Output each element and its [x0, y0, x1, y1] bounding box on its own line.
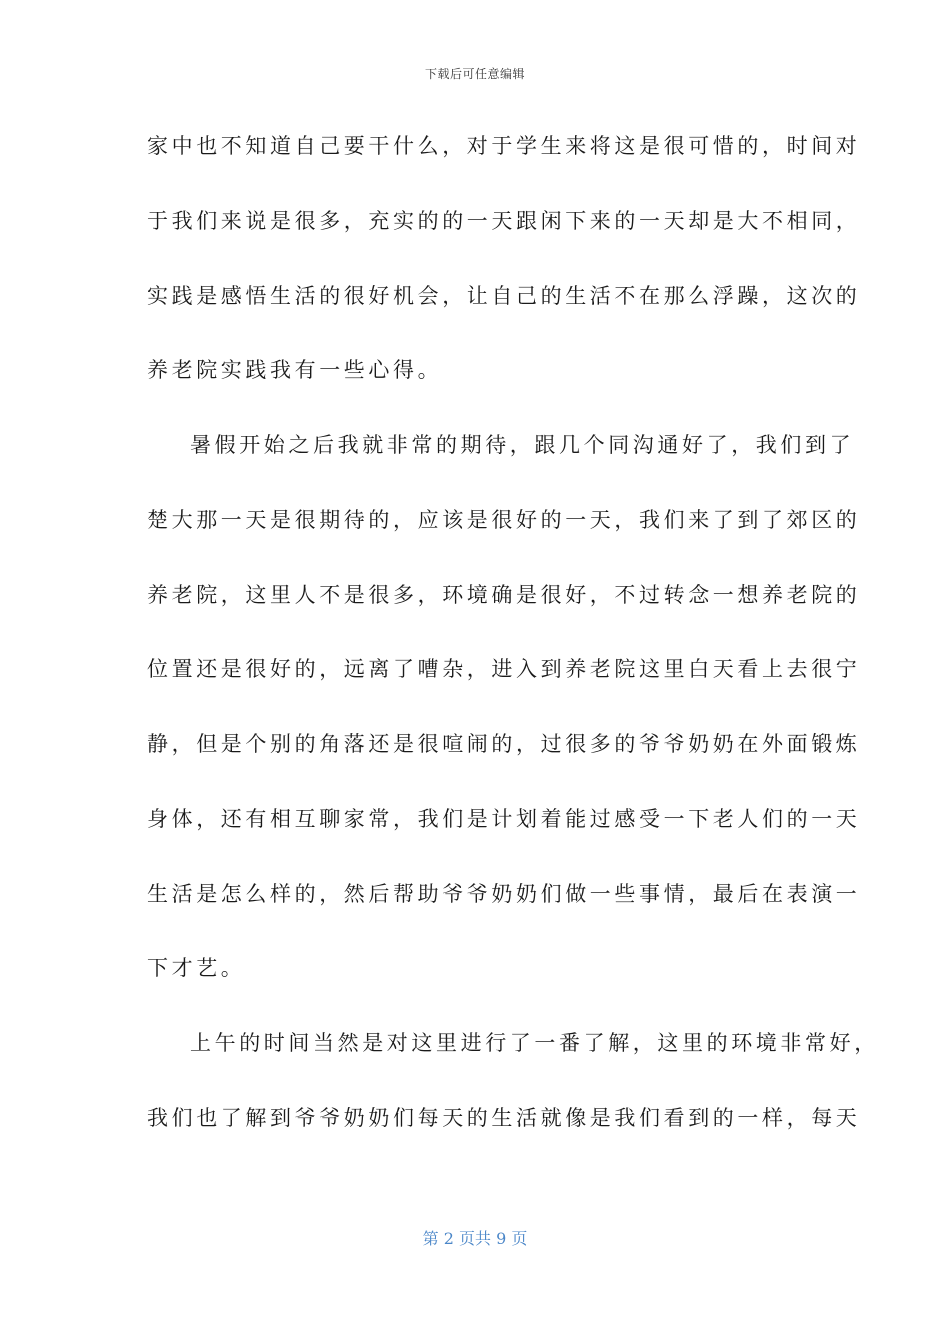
text-line: 静，但是个别的角落还是很喧闹的，过很多的爷爷奶奶在外面锻炼	[147, 732, 861, 756]
text-line: 上午的时间当然是对这里进行了一番了解，这里的环境非常好，	[190, 1031, 879, 1055]
text-line: 生活是怎么样的，然后帮助爷爷奶奶们做一些事情，最后在表演一	[147, 882, 861, 906]
text-line: 养老院，这里人不是很多，环境确是很好，不过转念一想养老院的	[147, 583, 861, 607]
text-line: 位置还是很好的，远离了嘈杂，进入到养老院这里白天看上去很宁	[147, 657, 861, 681]
text-line: 身体，还有相互聊家常，我们是计划着能过感受一下老人们的一天	[147, 807, 861, 831]
page-number-footer: 第 2 页共 9 页	[422, 1229, 528, 1248]
text-line: 养老院实践我有一些心得。	[147, 358, 443, 382]
text-line: 下才艺。	[147, 956, 246, 980]
text-line: 楚大那一天是很期待的，应该是很好的一天，我们来了到了郊区的	[147, 508, 861, 532]
text-line: 实践是感悟生活的很好机会，让自己的生活不在那么浮躁，这次的	[147, 284, 861, 308]
text-line: 家中也不知道自己要干什么，对于学生来将这是很可惜的，时间对	[147, 134, 861, 158]
text-line: 于我们来说是很多，充实的的一天跟闲下来的一天却是大不相同，	[147, 209, 861, 233]
text-line: 我们也了解到爷爷奶奶们每天的生活就像是我们看到的一样，每天	[147, 1106, 861, 1130]
page-header: 下载后可任意编辑	[424, 67, 525, 81]
text-line: 暑假开始之后我就非常的期待，跟几个同沟通好了，我们到了	[190, 433, 855, 457]
